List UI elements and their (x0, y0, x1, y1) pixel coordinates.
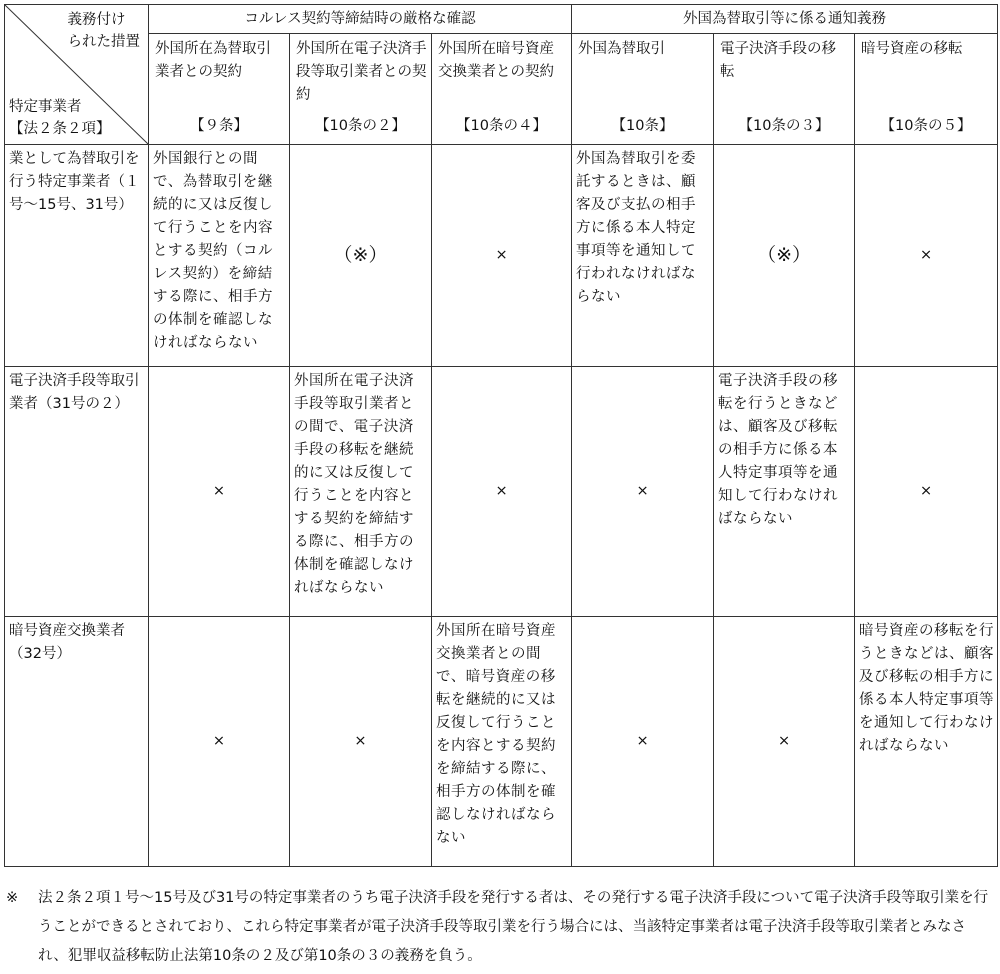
table-cell: 外国所在電子決済手段等取引業者との間で、電子決済手段の移転を継続的に又は反復して行うことを内容とする契約を締結する際に、相手方の体制を確認しなければならない (290, 367, 432, 617)
table-cell: 外国所在暗号資産交換業者との間で、暗号資産の移転を継続的に又は反復して行うことを内容とする契約を締結する際に、相手方の体制を確認しなければならない (432, 617, 572, 867)
table-cell-cross: × (432, 145, 572, 367)
column-header-article: 【10条の４】 (456, 118, 547, 134)
footnote-text: 法２条２項１号～15号及び31号の特定事業者のうち電子決済手段を発行する者は、その発行する電子決済手段について電子決済手段等取引業を行うことができるとされており、これら特定事業者が電子決済手段等取引業を行う場合には、当該特定事業者は電子決済手段等取引業者とみなされ、犯罪収益移転防止法第10条の２及び第10条の３の義務を負う。 (38, 890, 989, 964)
row-entity-label: 業として為替取引を行う特定事業者（１号～15号、31号） (5, 145, 149, 367)
table-cell-cross: × (572, 367, 714, 617)
table-cell: 外国為替取引を委託するときは、顧客及び支払の相手方に係る本人特定事項等を通知して行われなければならない (572, 145, 714, 367)
group-header-correspondent: コルレス契約等締結時の厳格な確認 (149, 5, 572, 34)
column-header (714, 34, 855, 145)
column-header-label: 外国所在暗号資産交換業者との契約 (438, 41, 554, 80)
column-header (572, 34, 714, 145)
obligation-table-sheet (4, 4, 998, 867)
column-header-article: 【10条の３】 (738, 118, 830, 134)
column-header-article: 【10条の５】 (880, 118, 972, 134)
column-header-label: 外国所在為替取引業者との契約 (155, 41, 271, 80)
column-header-label: 外国所在電子決済手段等取引業者との契約 (296, 41, 427, 103)
column-header-article: 【９条】 (190, 118, 248, 134)
column-header (149, 34, 290, 145)
row-entity-label: 電子決済手段等取引業者（31号の２） (5, 367, 149, 617)
table-row (5, 617, 998, 867)
row-entity-label: 暗号資産交換業者（32号） (5, 617, 149, 867)
footnote (4, 884, 994, 971)
column-header-article: 【10条の２】 (315, 118, 406, 134)
column-header-label: 外国為替取引 (578, 41, 666, 57)
column-header (290, 34, 432, 145)
header-sub-row (5, 34, 998, 145)
table-cell-reference: （※） (290, 145, 432, 367)
table-row (5, 145, 998, 367)
column-header-label: 電子決済手段の移転 (720, 41, 837, 80)
table-cell-cross: × (572, 617, 714, 867)
table-cell-cross: × (714, 617, 855, 867)
table-row (5, 367, 998, 617)
header-group-row (5, 5, 998, 34)
table-cell: 電子決済手段の移転を行うときなどは、顧客及び移転の相手方に係る本人特定事項等を通知して行わなければならない (714, 367, 855, 617)
table-cell-cross: × (855, 367, 998, 617)
footnote-symbol: ※ (6, 890, 19, 906)
table-cell-cross: × (149, 617, 290, 867)
table-cell-reference: （※） (714, 145, 855, 367)
column-header-article: 【10条】 (611, 118, 674, 134)
table-cell-cross: × (432, 367, 572, 617)
obligation-table (4, 4, 998, 867)
table-cell: 暗号資産の移転を行うときなどは、顧客及び移転の相手方に係る本人特定事項等を通知して行わなければならない (855, 617, 998, 867)
column-header (432, 34, 572, 145)
table-cell-cross: × (149, 367, 290, 617)
column-header-label: 暗号資産の移転 (861, 41, 963, 57)
table-cell: 外国銀行との間で、為替取引を継続的に又は反復して行うことを内容とする契約（コルレス契約）を締結する際に、相手方の体制を確認しなければならない (149, 145, 290, 367)
corner-measures-label: 義務付け られた措置 (67, 12, 140, 50)
corner-entity-label: 特定事業者 【法２条２項】 (9, 99, 111, 137)
column-header (855, 34, 998, 145)
group-header-notification: 外国為替取引等に係る通知義務 (572, 5, 998, 34)
table-cell-cross: × (855, 145, 998, 367)
table-cell-cross: × (290, 617, 432, 867)
corner-header-cell (5, 5, 149, 145)
